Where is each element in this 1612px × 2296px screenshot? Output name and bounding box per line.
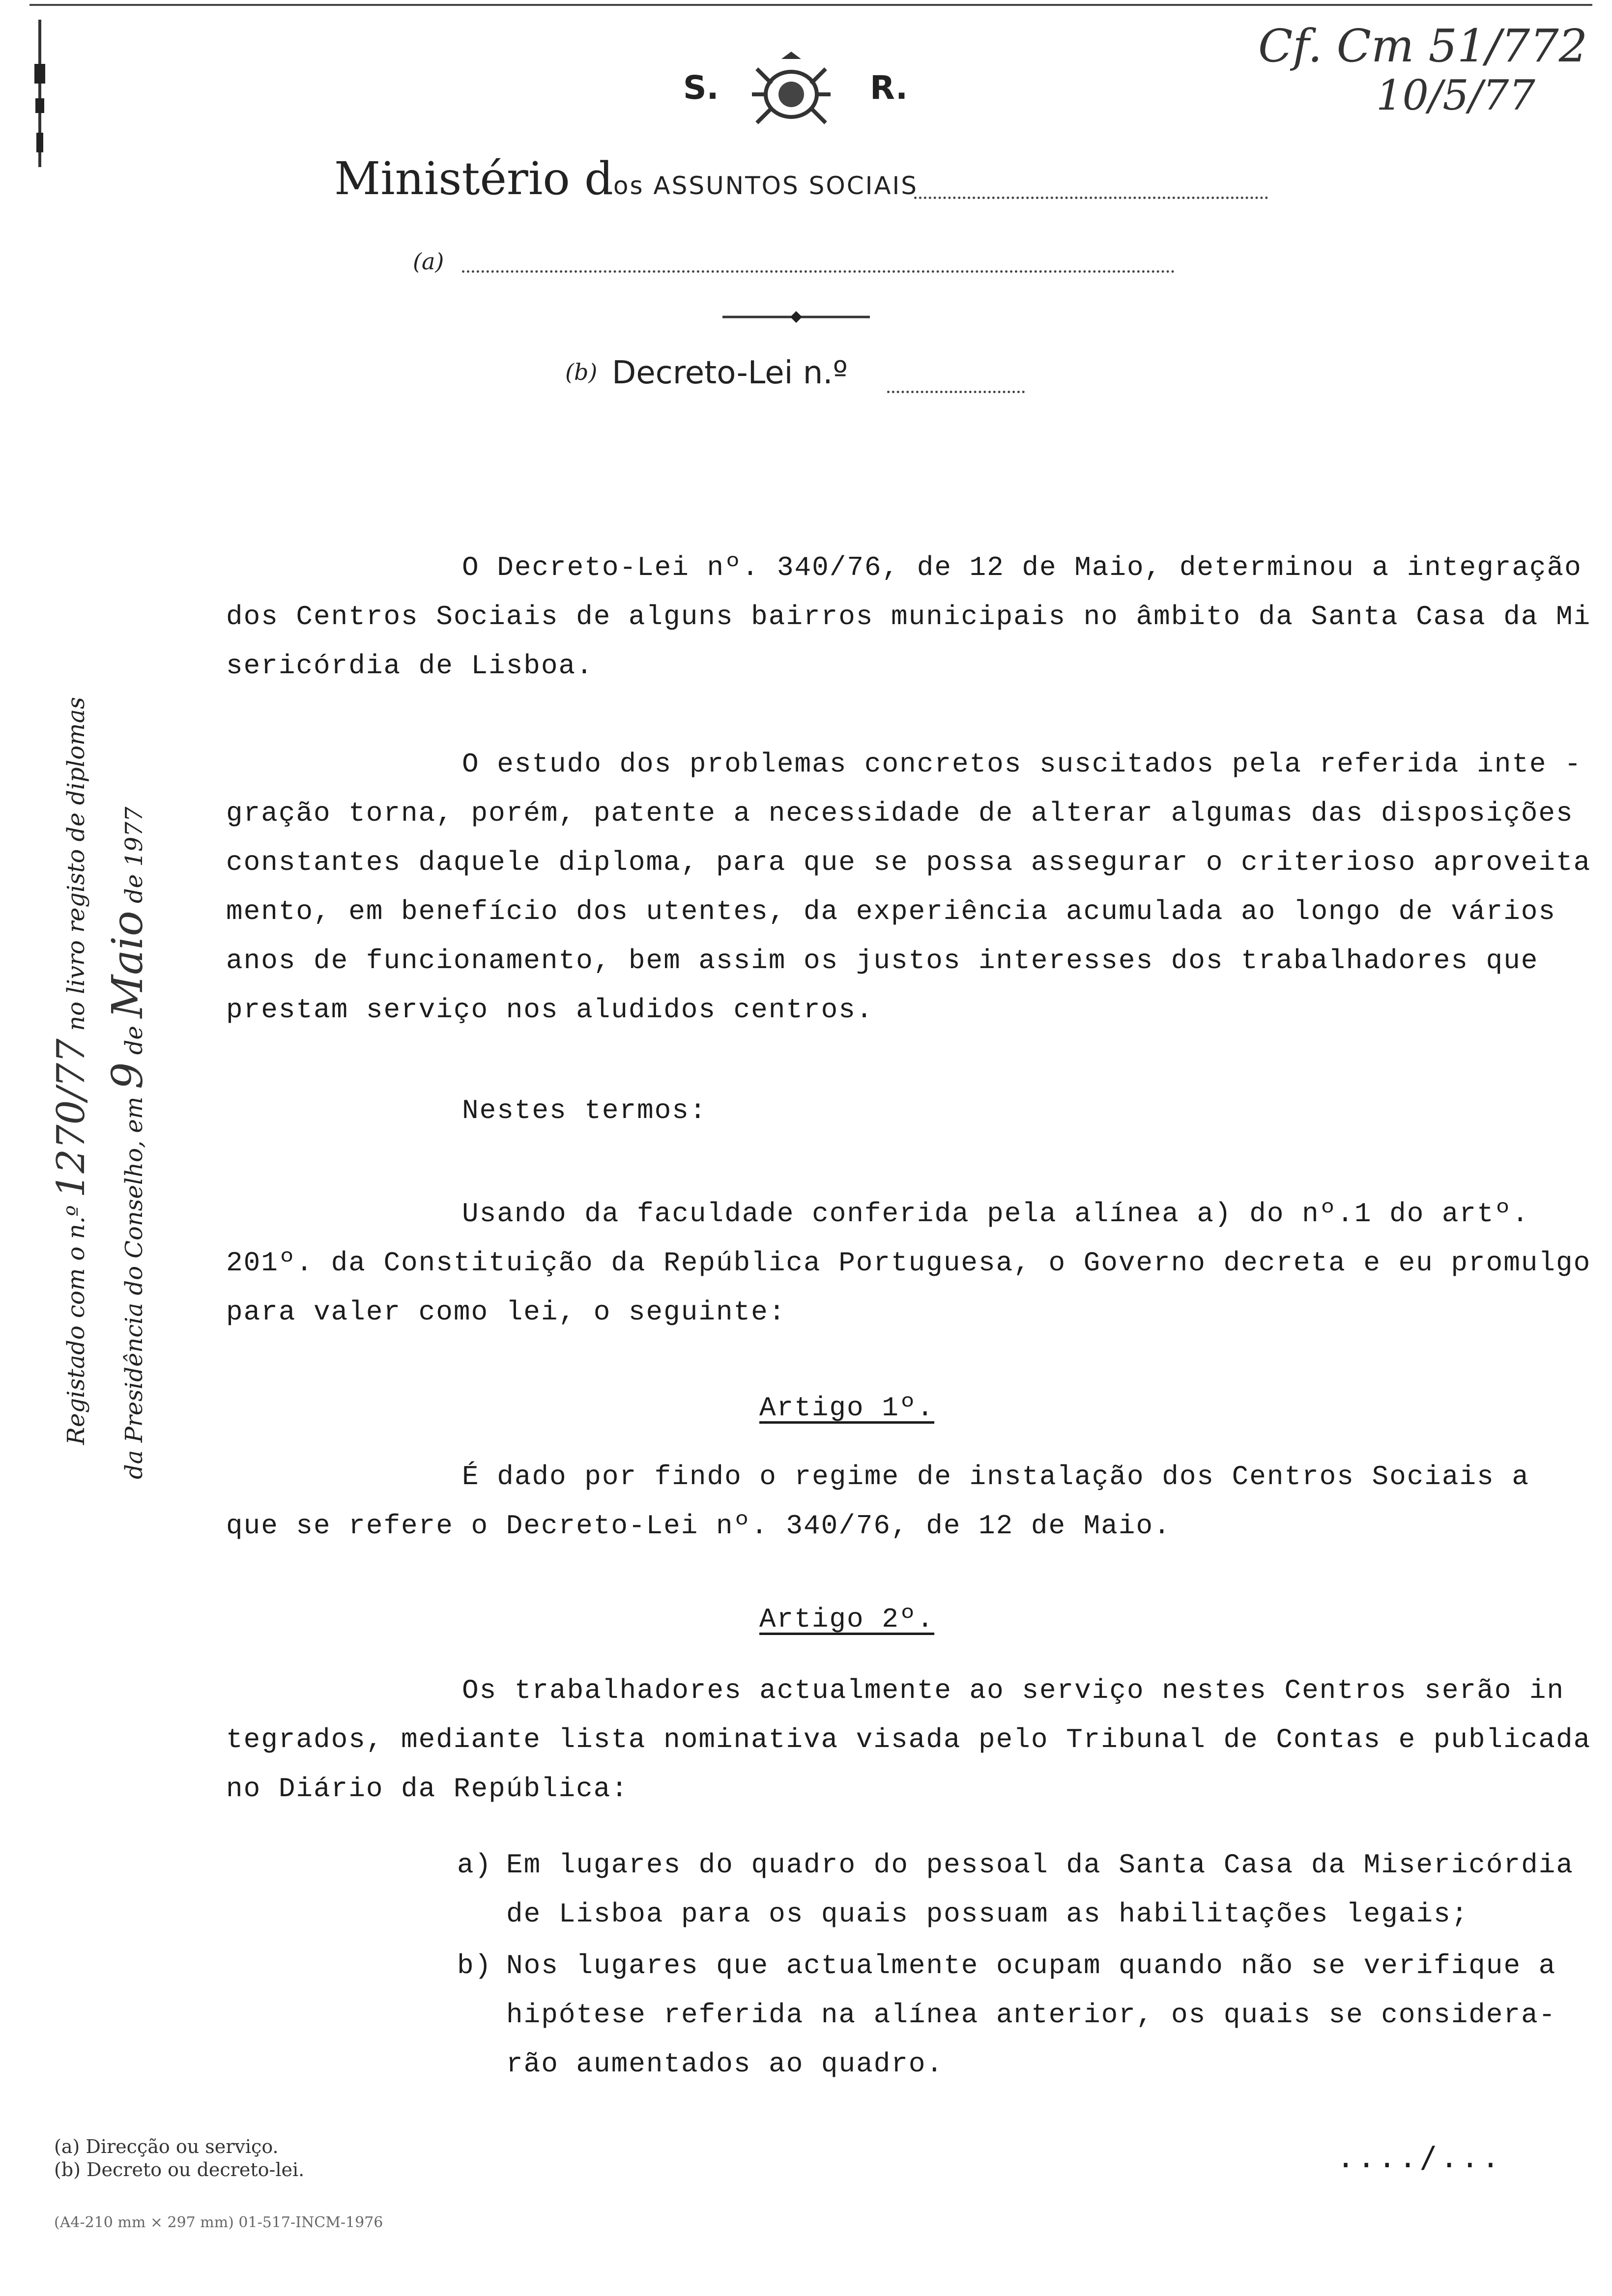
- paragraph-4-line-3: para valer como lei, o seguinte:: [226, 1296, 786, 1328]
- ministry-name: os ASSUNTOS SOCIAIS: [613, 172, 919, 200]
- decree-number-dotted: [887, 391, 1025, 393]
- paragraph-3: Nestes termos:: [462, 1095, 707, 1126]
- paragraph-2-line-4: mento, em benefício dos utentes, da experiência acumulada ao longo de vários: [226, 896, 1556, 927]
- continuation-mark: ..../...: [1337, 2140, 1502, 2175]
- paragraph-2-line-2: gração torna, porém, patente a necessidade de alterar algumas das disposições: [226, 798, 1574, 829]
- ministry-heading: [334, 152, 918, 205]
- item-a-letter: a): [457, 1849, 492, 1881]
- coat-of-arms-emblem: [742, 49, 840, 138]
- handwritten-reference: Cf. Cm 51/772: [1258, 20, 1588, 72]
- item-a-line-1: Em lugares do quadro do pessoal da Santa Casa da Misericórdia: [506, 1849, 1574, 1881]
- decree-law-label: Decreto-Lei n.º: [612, 355, 848, 391]
- registration-number: 1270/77: [49, 1038, 93, 1198]
- registration-margin-note-line1: Registado com o n.º 1270/77 no livro registo de diplomas: [49, 697, 93, 1445]
- footnote-a: (a) Direcção ou serviço.: [54, 2136, 279, 2157]
- article-2-line-1: Os trabalhadores actualmente ao serviço nestes Centros serão in: [462, 1675, 1565, 1706]
- footnote-b: (b) Decreto ou decreto-lei.: [54, 2159, 305, 2181]
- article-2-line-3: no Diário da República:: [226, 1773, 629, 1805]
- item-b-line-1: Nos lugares que actualmente ocupam quando não se verifique a: [506, 1950, 1556, 1981]
- paragraph-4-line-2: 201º. da Constituição da República Portuguesa, o Governo decreta e eu promulgo: [226, 1247, 1591, 1279]
- handwritten-date: 10/5/77: [1376, 71, 1535, 119]
- paragraph-1-line-1: O Decreto-Lei nº. 340/76, de 12 de Maio, determinou a integração: [462, 552, 1582, 583]
- top-border-line: [29, 4, 1592, 6]
- article-1-line-1: É dado por findo o regime de instalação dos Centros Sociais a: [462, 1461, 1529, 1492]
- paragraph-2-line-3: constantes daquele diploma, para que se possa assegurar o criterioso aproveita: [226, 847, 1591, 878]
- item-b-line-2: hipótese referida na alínea anterior, os quais se considera-: [506, 1999, 1556, 2031]
- item-b-letter: b): [457, 1950, 492, 1981]
- ministry-dotted-line: [914, 197, 1268, 199]
- divider-ornament: [722, 305, 870, 329]
- article-1-title: Artigo 1º.: [759, 1392, 935, 1424]
- paragraph-4-line-1: Usando da faculdade conferida pela alínea a) do nº.1 do artº.: [462, 1198, 1529, 1230]
- article-2-line-2: tegrados, mediante lista nominativa visada pelo Tribunal de Contas e publicada: [226, 1724, 1591, 1755]
- paragraph-1-line-2: dos Centros Sociais de alguns bairros municipais no âmbito da Santa Casa da Mi: [226, 601, 1591, 632]
- paragraph-2-line-1: O estudo dos problemas concretos suscitados pela referida inte -: [462, 748, 1582, 780]
- print-reference: (A4-210 mm × 297 mm) 01-517-INCM-1976: [54, 2214, 383, 2231]
- line-a-label: (a): [413, 248, 444, 275]
- paragraph-1-line-3: sericórdia de Lisboa.: [226, 650, 594, 682]
- ministry-prefix: Ministério d: [334, 152, 613, 205]
- left-edge-mark: [30, 20, 50, 167]
- paragraph-2-line-5: anos de funcionamento, bem assim os justos interesses dos trabalhadores que: [226, 945, 1539, 976]
- registration-month: Maio: [103, 911, 152, 1018]
- registration-margin-note-line2: da Presidência do Conselho, em 9 de Maio de 1977: [103, 806, 152, 1479]
- registration-day: 9: [103, 1062, 152, 1090]
- article-2-title: Artigo 2º.: [759, 1604, 935, 1635]
- paragraph-2-line-6: prestam serviço nos aludidos centros.: [226, 994, 874, 1026]
- item-b-line-3: rão aumentados ao quadro.: [506, 2048, 944, 2080]
- item-a-line-2: de Lisboa para os quais possuam as habilitações legais;: [506, 1898, 1469, 1930]
- line-b-label: (b): [565, 359, 598, 385]
- seal-letter-r: R.: [870, 69, 908, 107]
- seal-letter-s: S.: [683, 69, 719, 107]
- article-1-line-2: que se refere o Decreto-Lei nº. 340/76, de 12 de Maio.: [226, 1510, 1171, 1542]
- line-a-dotted: [462, 270, 1175, 273]
